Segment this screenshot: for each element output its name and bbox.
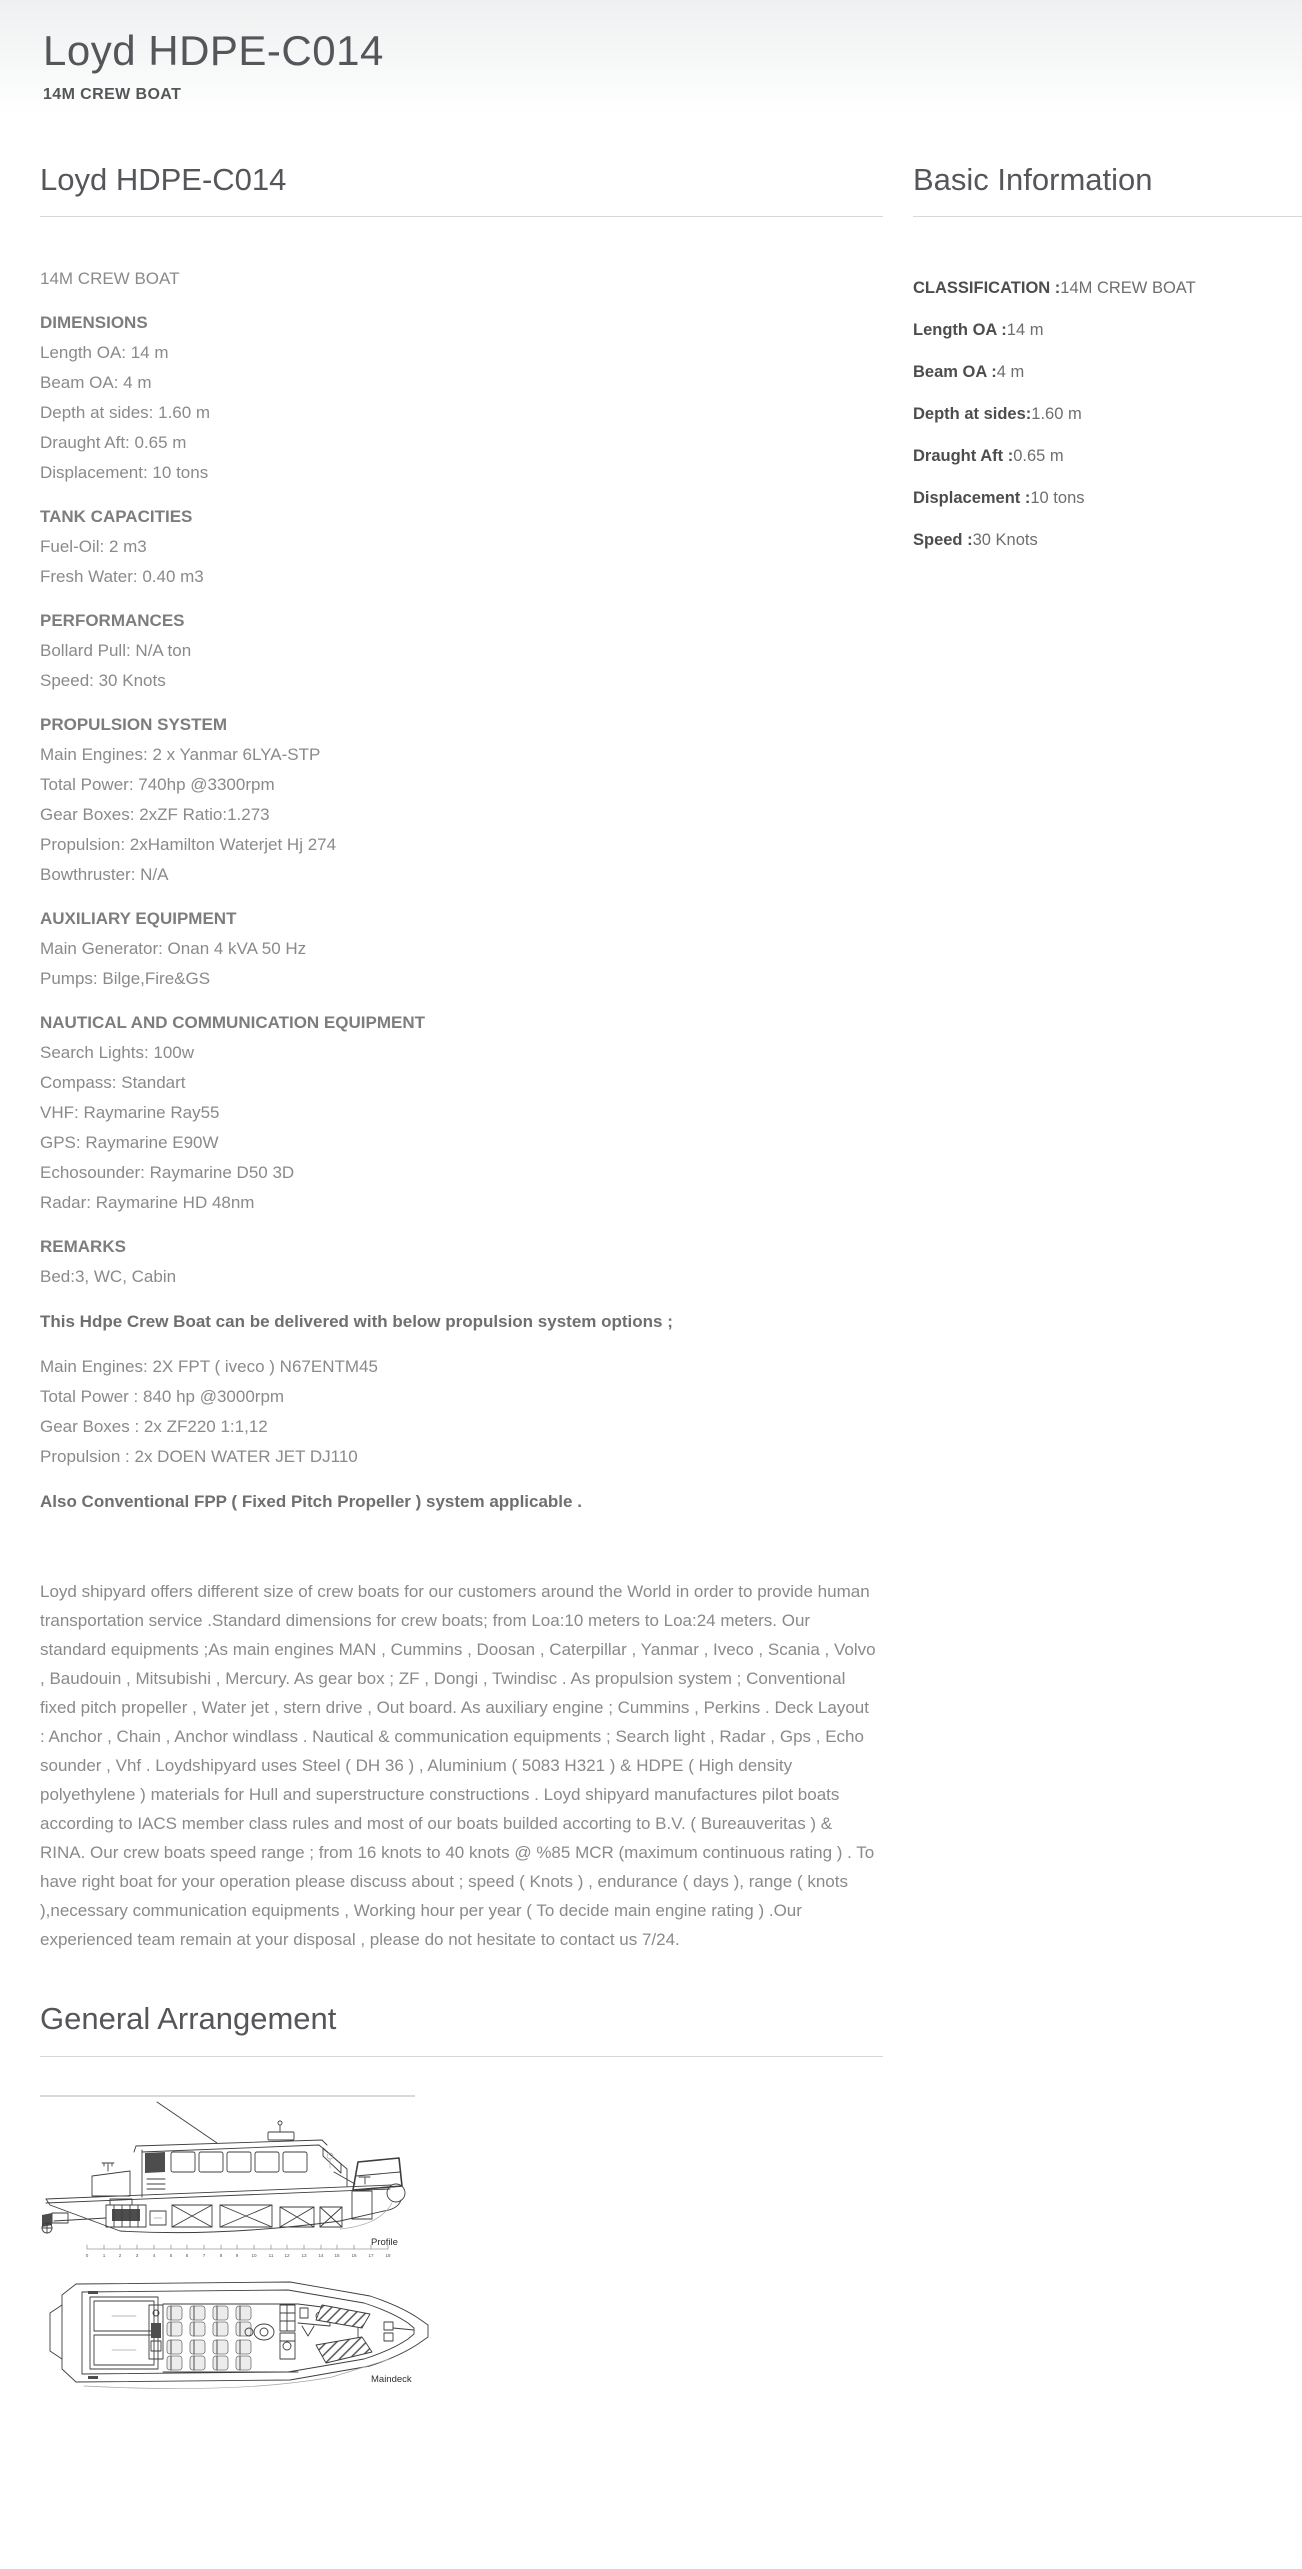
svg-text:2: 2 — [118, 2252, 122, 2258]
spec-line: Pumps: Bilge,Fire&GS — [40, 969, 211, 989]
info-value: 10 tons — [1030, 489, 1085, 508]
spec-line: Bed:3, WC, Cabin — [40, 1267, 177, 1287]
spec-line: Draught Aft: 0.65 m — [40, 433, 187, 453]
section-divider — [40, 216, 883, 217]
svg-text:17: 17 — [368, 2252, 374, 2258]
svg-text:10: 10 — [251, 2252, 257, 2258]
svg-text:11: 11 — [268, 2252, 274, 2258]
svg-text:15: 15 — [334, 2252, 340, 2258]
option-line: Gear Boxes : 2x ZF220 1:1,12 — [40, 1417, 268, 1437]
info-label: Speed : — [913, 531, 973, 550]
info-row-beam-oa — [913, 351, 1302, 393]
spec-line: Main Generator: Onan 4 kVA 50 Hz — [40, 939, 307, 959]
spec-line: Echosounder: Raymarine D50 3D — [40, 1163, 295, 1183]
info-value: 0.65 m — [1013, 447, 1064, 466]
svg-text:3: 3 — [135, 2252, 139, 2258]
spec-line: Search Lights: 100w — [40, 1043, 195, 1063]
option-line: Total Power : 840 hp @3000rpm — [40, 1387, 285, 1407]
maindeck-label: Maindeck — [371, 2373, 412, 2385]
fpp-note: Also Conventional FPP ( Fixed Pitch Propeller ) system applicable . — [40, 1492, 582, 1512]
info-value: 30 Knots — [972, 531, 1038, 550]
page-subtitle: 14M CREW BOAT — [43, 86, 182, 103]
svg-text:7: 7 — [202, 2252, 206, 2258]
sidebar-title: Basic Information — [913, 162, 1153, 197]
spec-section-auxiliary-equipment — [40, 904, 883, 994]
info-row-classification — [913, 267, 1302, 309]
info-value: 4 m — [996, 363, 1025, 382]
shipyard-description: Loyd shipyard offers different size of crew boats for our customers around the World in order to provide human transportation service .Standard dimensions for crew boats; from Loa:10 meters to Loa:24 meters. Our standard equipments ;As main engines MAN , Cummins , Doosan , Caterpillar , Yanmar , Iveco , Scania , Volvo , Baudouin , Mitsubishi , Mercury. As gear box ; ZF , Dongi , Twindisc . As propulsion system ; Conventional fixed pitch propeller , Water jet , stern drive , Out board. As auxiliary engine ; Cummins , Perkins . Deck Layout : Anchor , Chain , Anchor windlass . Nautical & communication equipments ; Search light , Radar , Gps , Echo sounder , Vhf . Loydshipyard uses Steel ( DH 36 ) , Aluminium ( 5083 H321 ) & HDPE ( High density polyethylene ) materials for Hull and superstructure constructions . Loyd shipyard manufactures pilot boats according to IACS member class rules and most of our boats builded accorting to B.V. ( Bureauveritas ) & RINA. Our crew boats speed range ; from 16 knots to 40 knots @ %85 MCR (maximum continuous rating ) . To have right boat for your operation please discuss about ; speed ( Knots ) , endurance ( days ), range ( knots ),necessary communication equipments , Working hour per year ( To decide main engine rating ) .Our experienced team remain at your disposal , please do not hesitate to contact us 7/24. — [40, 1582, 876, 1950]
spec-heading: TANK CAPACITIES — [40, 507, 193, 527]
svg-text:4: 4 — [152, 2252, 156, 2258]
page-header — [0, 0, 1302, 115]
page-title: Loyd HDPE-C014 — [43, 27, 384, 74]
spec-line: Length OA: 14 m — [40, 343, 169, 363]
svg-text:9: 9 — [235, 2252, 239, 2258]
info-label: Length OA : — [913, 321, 1007, 340]
spec-heading: REMARKS — [40, 1237, 126, 1257]
section-divider — [40, 2056, 883, 2057]
info-value: 14 m — [1006, 321, 1044, 340]
spec-heading: NAUTICAL AND COMMUNICATION EQUIPMENT — [40, 1013, 425, 1033]
boat-section-title: Loyd HDPE-C014 — [40, 162, 287, 197]
svg-text:6: 6 — [185, 2252, 189, 2258]
propulsion-options-heading: This Hdpe Crew Boat can be delivered with below propulsion system options ; — [40, 1312, 673, 1332]
profile-label: Profile — [371, 2236, 398, 2248]
spec-section-performances — [40, 606, 883, 696]
spec-section-remarks — [40, 1232, 883, 1292]
info-row-speed — [913, 519, 1302, 561]
basic-information-rows — [913, 267, 1302, 561]
svg-text:5: 5 — [169, 2252, 173, 2258]
spec-line: Fuel-Oil: 2 m3 — [40, 537, 147, 557]
spec-section-nautical-communication — [40, 1008, 883, 1218]
svg-text:18: 18 — [385, 2252, 391, 2258]
svg-text:12: 12 — [284, 2252, 290, 2258]
spec-line: VHF: Raymarine Ray55 — [40, 1103, 220, 1123]
info-row-draught-aft — [913, 435, 1302, 477]
spec-heading: AUXILIARY EQUIPMENT — [40, 909, 237, 929]
ruler-labels — [86, 2253, 391, 2258]
spec-line: Radar: Raymarine HD 48nm — [40, 1193, 255, 1213]
spec-line: Depth at sides: 1.60 m — [40, 403, 211, 423]
propulsion-options-list — [40, 1352, 883, 1472]
general-arrangement-title: General Arrangement — [40, 2001, 337, 2037]
spec-heading: PERFORMANCES — [40, 611, 185, 631]
svg-text:1: 1 — [102, 2252, 106, 2258]
svg-text:0: 0 — [85, 2252, 89, 2258]
info-value: 1.60 m — [1031, 405, 1082, 424]
spec-line: Propulsion: 2xHamilton Waterjet Hj 274 — [40, 835, 337, 855]
info-row-depth-at-sides — [913, 393, 1302, 435]
info-label: Displacement : — [913, 489, 1031, 508]
info-label: Beam OA : — [913, 363, 997, 382]
spec-heading: DIMENSIONS — [40, 313, 148, 333]
svg-text:14: 14 — [318, 2252, 324, 2258]
spec-line: Displacement: 10 tons — [40, 463, 209, 483]
main-column — [40, 115, 883, 2401]
spec-line: GPS: Raymarine E90W — [40, 1133, 219, 1153]
option-line: Propulsion : 2x DOEN WATER JET DJ110 — [40, 1447, 358, 1467]
spec-line: Total Power: 740hp @3300rpm — [40, 775, 275, 795]
option-line: Main Engines: 2X FPT ( iveco ) N67ENTM45 — [40, 1357, 378, 1377]
spec-section-propulsion-system — [40, 710, 883, 890]
general-arrangement-image — [40, 2095, 883, 2401]
spec-line: Compass: Standart — [40, 1073, 186, 1093]
spec-line: Beam OA: 4 m — [40, 373, 152, 393]
info-row-displacement — [913, 477, 1302, 519]
spec-section-tank-capacities — [40, 502, 883, 592]
content-area — [0, 115, 1302, 2401]
spec-heading: PROPULSION SYSTEM — [40, 715, 228, 735]
boat-maindeck-drawing — [40, 2271, 462, 2401]
info-label: Draught Aft : — [913, 447, 1014, 466]
info-label: CLASSIFICATION : — [913, 279, 1061, 298]
spec-line: Bollard Pull: N/A ton — [40, 641, 192, 661]
boat-profile-drawing — [40, 2095, 462, 2265]
spec-section-dimensions — [40, 308, 883, 488]
spec-line: Speed: 30 Knots — [40, 671, 166, 691]
boat-type-label: 14M CREW BOAT — [40, 269, 180, 289]
section-divider — [913, 216, 1302, 217]
svg-text:16: 16 — [351, 2252, 357, 2258]
info-label: Depth at sides: — [913, 405, 1032, 424]
info-value: 14M CREW BOAT — [1060, 279, 1196, 298]
info-row-length-oa — [913, 309, 1302, 351]
spec-line: Gear Boxes: 2xZF Ratio:1.273 — [40, 805, 270, 825]
spec-line: Fresh Water: 0.40 m3 — [40, 567, 204, 587]
spec-line: Main Engines: 2 x Yanmar 6LYA-STP — [40, 745, 321, 765]
svg-text:13: 13 — [301, 2252, 307, 2258]
basic-information-panel — [913, 115, 1302, 561]
spec-line: Bowthruster: N/A — [40, 865, 169, 885]
svg-text:8: 8 — [219, 2252, 223, 2258]
